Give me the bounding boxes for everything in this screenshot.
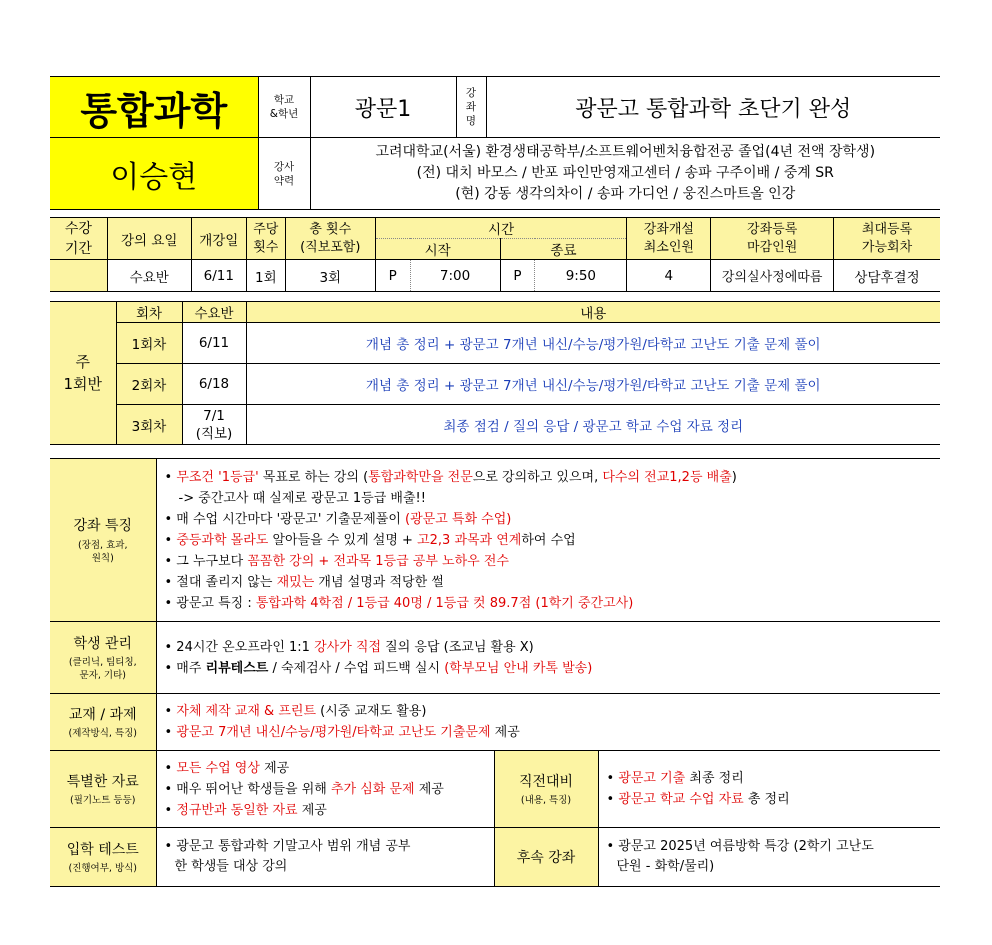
entrance-line: • 광문고 통합과학 기말고사 범위 개념 공부 (164, 839, 411, 854)
materials-sub: (제작방식, 특징) (68, 728, 137, 739)
deadline-value: 강의실사정에따름 (711, 260, 834, 292)
followup-text (598, 828, 940, 887)
start-date-header: 개강일 (191, 218, 246, 260)
features-sub: (장점, 효과, 원칙) (78, 540, 128, 564)
special-title: 특별한 자료 (66, 774, 139, 790)
teacher-name: 이승현 (50, 138, 258, 210)
table-row (50, 405, 940, 445)
school-label: 학교 &학년 (258, 77, 310, 138)
session-date: 6/18 (182, 364, 246, 405)
weekly-value: 1회 (246, 260, 285, 292)
session-num: 1회차 (116, 323, 182, 364)
materials-title: 교재 / 과제 (68, 707, 137, 723)
materials-list (156, 694, 940, 751)
feature-item: • 광문고 특징 : 통합과학 4학점 / 1등급 40명 / 1등급 컷 89.7점 (1학기 중간고사) (164, 595, 634, 611)
special-sub: (필기노트 등등) (70, 795, 136, 806)
session-num: 3회차 (116, 405, 182, 445)
feature-item: • 절대 졸리지 않는 재밌는 개념 설명과 적당한 썰 (164, 574, 444, 590)
management-list (156, 622, 940, 694)
session-num: 2회차 (116, 364, 182, 405)
feature-item: • 매 수업 시간마다 '광문고' 기출문제풀이 (광문고 특화 수업) (164, 511, 512, 527)
max-reg-header: 최대등록 가능회차 (834, 218, 940, 260)
day-header: 강의 요일 (107, 218, 191, 260)
prep-list (598, 751, 940, 828)
special-list (156, 751, 494, 828)
entrance-sub: (진행여부, 방식) (68, 863, 137, 874)
start-time: 7:00 (410, 260, 500, 292)
weekly-header: 주당 횟수 (246, 218, 285, 260)
time-end-header: 종료 (500, 239, 627, 260)
features-title: 강좌 특징 (73, 518, 133, 534)
period-label: 수강 기간 (50, 218, 107, 260)
total-header: 총 횟수 (직보포함) (285, 218, 375, 260)
school-value: 광문1 (310, 77, 456, 138)
entrance-text (156, 828, 494, 887)
sessions-table (50, 301, 940, 445)
career-lines (310, 138, 940, 210)
deadline-header: 강좌등록 마감인원 (711, 218, 834, 260)
special-item: • 정규반과 동일한 자료 제공 (164, 802, 327, 818)
time-start-header: 시작 (375, 239, 500, 260)
time-header: 시간 (375, 218, 627, 239)
details-table (50, 458, 940, 887)
special-title-cell (50, 751, 156, 828)
followup-line: 단원 - 화학/물리) (616, 859, 715, 874)
features-list (156, 459, 940, 622)
features-title-cell (50, 459, 156, 622)
start-ampm: P (375, 260, 410, 292)
end-ampm: P (500, 260, 535, 292)
session-content: 최종 점검 / 질의 응답 / 광문고 학교 수업 자료 정리 (246, 405, 940, 445)
entrance-title: 입학 테스트 (66, 842, 139, 858)
max-reg-value: 상담후결정 (834, 260, 940, 292)
management-item: • 24시간 온오프라인 1:1 강사가 직접 질의 응답 (조교님 활용 X) (164, 639, 534, 655)
sessions-label: 주 1회반 (50, 302, 116, 445)
special-item: • 매우 뛰어난 학생들을 위해 추가 심화 문제 제공 (164, 781, 444, 797)
prep-sub: (내용, 특징) (520, 795, 572, 806)
special-item: • 모든 수업 영상 제공 (164, 760, 290, 776)
session-content-header: 내용 (246, 302, 940, 323)
table-row (50, 323, 940, 364)
management-item: • 매주 리뷰테스트 / 숙제검사 / 수업 피드백 실시 (학부모님 안내 카톡 발송) (164, 660, 593, 676)
feature-item: -> 중간고사 때 실제로 광문고 1등급 배출!! (178, 490, 426, 506)
prep-title-cell (494, 751, 598, 828)
prep-item: • 광문고 학교 수업 자료 총 정리 (606, 792, 790, 807)
materials-item: • 자체 제작 교재 & 프린트 (시중 교재도 활용) (164, 704, 427, 719)
course-label: 강 좌 명 (456, 77, 486, 138)
management-sub: (클리닉, 팀티칭, 문자, 기타) (68, 657, 137, 681)
prep-item: • 광문고 기출 최종 정리 (606, 771, 744, 786)
start-date-value: 6/11 (191, 260, 246, 292)
min-value: 4 (627, 260, 711, 292)
course-title: 광문고 통합과학 초단기 완성 (486, 77, 940, 138)
career-label: 강사 약력 (258, 138, 310, 210)
session-day-header: 수요반 (182, 302, 246, 323)
feature-item: • 그 누구보다 꼼꼼한 강의 + 전과목 1등급 공부 노하우 전수 (164, 553, 509, 569)
header-table (50, 76, 940, 210)
session-date: 6/11 (182, 323, 246, 364)
prep-title: 직전대비 (518, 774, 574, 790)
total-value: 3회 (285, 260, 375, 292)
feature-item: • 무조건 '1등급' 목표로 하는 강의 (통합과학만을 전문으로 강의하고 있으며, 다수의 전교1,2등 배출) (164, 469, 737, 485)
schedule-table (50, 217, 940, 292)
followup-title: 후속 강좌 (516, 850, 576, 866)
session-content: 개념 총 정리 + 광문고 7개년 내신/수능/평가원/타학교 고난도 기출 문제 풀이 (246, 323, 940, 364)
session-content: 개념 총 정리 + 광문고 7개년 내신/수능/평가원/타학교 고난도 기출 문제 풀이 (246, 364, 940, 405)
end-time: 9:50 (535, 260, 627, 292)
entrance-title-cell (50, 828, 156, 887)
career-line: (전) 대치 바모스 / 반포 파인만영재고센터 / 송파 구주이배 / 중계 SR (416, 165, 834, 181)
management-title: 학생 관리 (73, 636, 133, 652)
materials-title-cell (50, 694, 156, 751)
session-date: 7/1 (직보) (182, 405, 246, 445)
followup-title-cell (494, 828, 598, 887)
career-line: 고려대학교(서울) 환경생태공학부/소프트웨어벤처융합전공 졸업(4년 전액 장학생) (375, 144, 876, 160)
subject-title: 통합과학 (50, 77, 258, 138)
table-row (50, 364, 940, 405)
day-value: 수요반 (107, 260, 191, 292)
career-line: (현) 강동 생각의차이 / 송파 가디언 / 웅진스마트올 인강 (455, 186, 796, 202)
period-label-fill (50, 260, 107, 292)
followup-line: • 광문고 2025년 여름방학 특강 (2학기 고난도 (606, 839, 874, 854)
min-header: 강좌개설 최소인원 (627, 218, 711, 260)
feature-item: • 중등과학 몰라도 알아들을 수 있게 설명 + 고2,3 과목과 연계하여 수업 (164, 532, 576, 548)
management-title-cell (50, 622, 156, 694)
entrance-line: 한 학생들 대상 강의 (174, 859, 288, 874)
session-num-header: 회차 (116, 302, 182, 323)
materials-item: • 광문고 7개년 내신/수능/평가원/타학교 고난도 기출문제 제공 (164, 725, 520, 740)
